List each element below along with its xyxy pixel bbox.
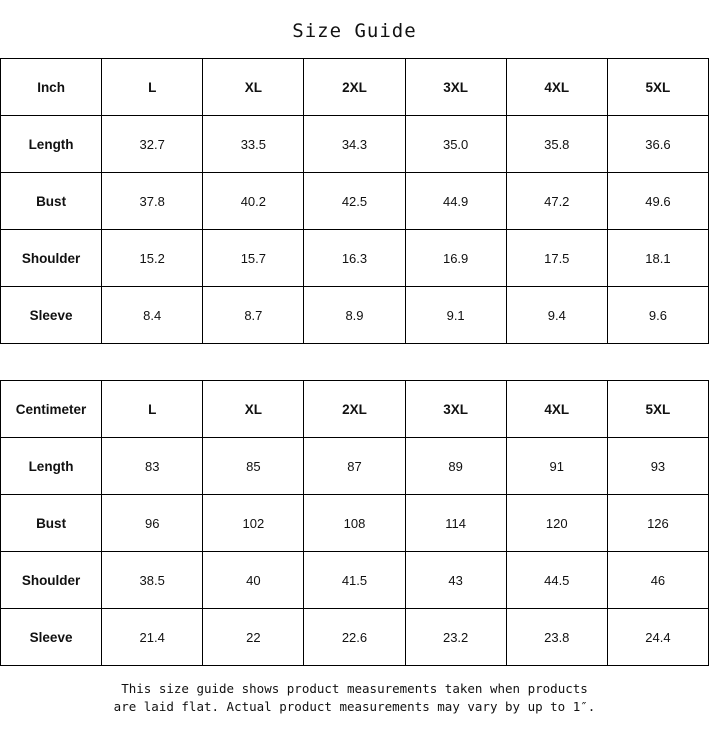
cell-length-2xl: 34.3 (304, 116, 405, 173)
unit-header-inch: Inch (1, 59, 102, 116)
size-header-xl: XL (203, 381, 304, 438)
table-header-row (1, 59, 709, 116)
cell-length-3xl: 35.0 (405, 116, 506, 173)
size-header-5xl: 5XL (607, 381, 708, 438)
size-header-3xl: 3XL (405, 381, 506, 438)
cell-length-l: 32.7 (102, 116, 203, 173)
cell-sleeve-5xl: 9.6 (607, 287, 708, 344)
cell-shoulder-l: 38.5 (102, 552, 203, 609)
row-label-sleeve: Sleeve (1, 609, 102, 666)
cell-bust-3xl: 114 (405, 495, 506, 552)
cell-length-4xl: 91 (506, 438, 607, 495)
cell-length-3xl: 89 (405, 438, 506, 495)
cell-bust-2xl: 108 (304, 495, 405, 552)
cell-length-5xl: 36.6 (607, 116, 708, 173)
cell-sleeve-4xl: 23.8 (506, 609, 607, 666)
cell-bust-l: 96 (102, 495, 203, 552)
cell-sleeve-l: 8.4 (102, 287, 203, 344)
table-row (1, 609, 709, 666)
table-row (1, 230, 709, 287)
size-guide-footnote (0, 666, 709, 716)
footnote-line-1: This size guide shows product measurements taken when products (121, 681, 588, 696)
cell-shoulder-l: 15.2 (102, 230, 203, 287)
size-header-3xl: 3XL (405, 59, 506, 116)
cell-length-4xl: 35.8 (506, 116, 607, 173)
cell-shoulder-4xl: 44.5 (506, 552, 607, 609)
cell-sleeve-2xl: 22.6 (304, 609, 405, 666)
cell-sleeve-5xl: 24.4 (607, 609, 708, 666)
cell-length-xl: 85 (203, 438, 304, 495)
cell-sleeve-2xl: 8.9 (304, 287, 405, 344)
cell-bust-2xl: 42.5 (304, 173, 405, 230)
table-row (1, 116, 709, 173)
size-table-inch (0, 58, 709, 344)
cell-bust-5xl: 126 (607, 495, 708, 552)
table-row (1, 438, 709, 495)
cell-shoulder-2xl: 16.3 (304, 230, 405, 287)
table-row (1, 287, 709, 344)
cell-shoulder-4xl: 17.5 (506, 230, 607, 287)
size-header-2xl: 2XL (304, 59, 405, 116)
cell-length-5xl: 93 (607, 438, 708, 495)
row-label-sleeve: Sleeve (1, 287, 102, 344)
table-header-row (1, 381, 709, 438)
cell-bust-4xl: 120 (506, 495, 607, 552)
cell-sleeve-4xl: 9.4 (506, 287, 607, 344)
size-header-4xl: 4XL (506, 59, 607, 116)
row-label-length: Length (1, 116, 102, 173)
size-header-l: L (102, 59, 203, 116)
cell-length-xl: 33.5 (203, 116, 304, 173)
size-header-5xl: 5XL (607, 59, 708, 116)
cell-bust-xl: 102 (203, 495, 304, 552)
cell-sleeve-l: 21.4 (102, 609, 203, 666)
cell-shoulder-2xl: 41.5 (304, 552, 405, 609)
table-row (1, 173, 709, 230)
page-title: Size Guide (292, 20, 417, 42)
cell-shoulder-xl: 40 (203, 552, 304, 609)
row-label-bust: Bust (1, 495, 102, 552)
size-header-l: L (102, 381, 203, 438)
unit-header-centimeter: Centimeter (1, 381, 102, 438)
row-label-bust: Bust (1, 173, 102, 230)
footnote-line-2: are laid flat. Actual product measurements may vary by up to 1″. (113, 699, 596, 715)
size-table-centimeter (0, 380, 709, 666)
cell-shoulder-5xl: 18.1 (607, 230, 708, 287)
cell-bust-xl: 40.2 (203, 173, 304, 230)
size-header-xl: XL (203, 59, 304, 116)
cell-bust-l: 37.8 (102, 173, 203, 230)
cell-length-l: 83 (102, 438, 203, 495)
cell-bust-5xl: 49.6 (607, 173, 708, 230)
cell-bust-4xl: 47.2 (506, 173, 607, 230)
cell-bust-3xl: 44.9 (405, 173, 506, 230)
size-header-4xl: 4XL (506, 381, 607, 438)
cell-shoulder-5xl: 46 (607, 552, 708, 609)
cell-sleeve-xl: 8.7 (203, 287, 304, 344)
row-label-shoulder: Shoulder (1, 230, 102, 287)
cell-sleeve-3xl: 9.1 (405, 287, 506, 344)
cell-shoulder-3xl: 16.9 (405, 230, 506, 287)
cell-length-2xl: 87 (304, 438, 405, 495)
table-row (1, 495, 709, 552)
size-header-2xl: 2XL (304, 381, 405, 438)
cell-shoulder-3xl: 43 (405, 552, 506, 609)
cell-sleeve-xl: 22 (203, 609, 304, 666)
cell-shoulder-xl: 15.7 (203, 230, 304, 287)
row-label-shoulder: Shoulder (1, 552, 102, 609)
cell-sleeve-3xl: 23.2 (405, 609, 506, 666)
table-row (1, 552, 709, 609)
row-label-length: Length (1, 438, 102, 495)
table-divider (0, 344, 709, 380)
